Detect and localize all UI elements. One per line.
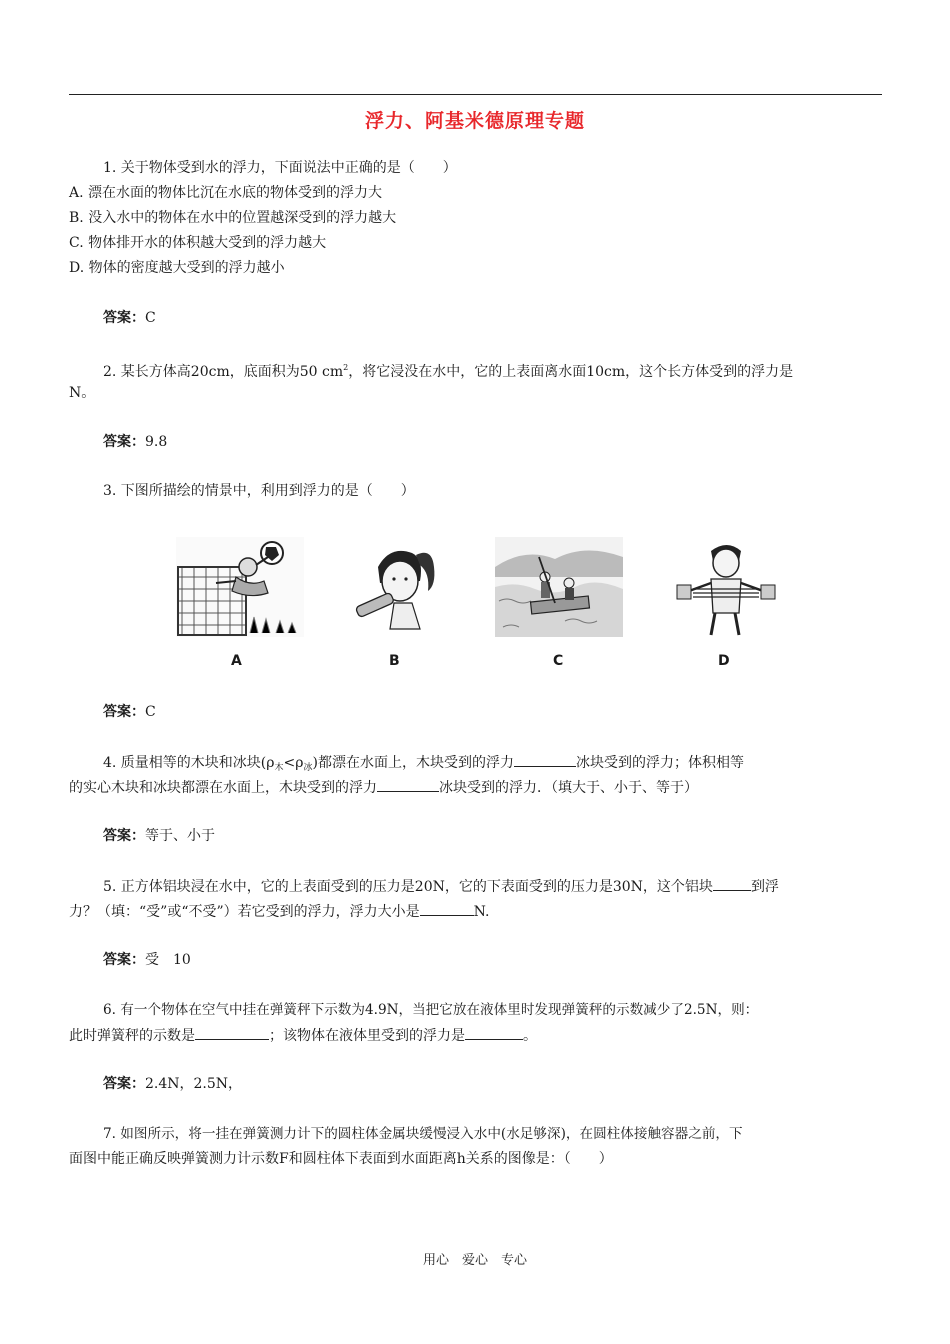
q4-blank-1[interactable] [514, 752, 576, 767]
q4-subscript: 木 [274, 763, 284, 773]
q7-line2: 面图中能正确反映弹簧测力计示数F和圆柱体下表面到水面距离h关系的图像是：（ ） [69, 1151, 613, 1167]
q4-text: 4. 质量相等的木块和冰块(ρ [103, 755, 275, 771]
q1-option-a: A. 漂在水面的物体比沉在水底的物体受到的浮力大 [69, 185, 383, 201]
q5-line1 [103, 876, 779, 897]
answer-label: 答案： [103, 704, 145, 720]
q4-text: )都漂在水面上，木块受到的浮力 [312, 755, 514, 771]
q5-text: 力？（填：“受”或“不受”）若它受到的浮力，浮力大小是 [69, 904, 420, 920]
q2-stem-end: N。 [69, 385, 96, 401]
q2-answer [103, 432, 167, 452]
answer-label: 答案： [103, 310, 145, 326]
caption-a: A [231, 653, 242, 669]
q1-answer [103, 308, 156, 328]
q2-stem-part: 2. 某长方体高20cm，底面积为50 cm [103, 364, 344, 380]
q6-blank-1[interactable] [195, 1025, 269, 1040]
q5-text: 5. 正方体铝块浸在水中，它的上表面受到的压力是20N，它的下表面受到的压力是30N，这个铝块 [103, 879, 713, 895]
caption-b: B [389, 653, 400, 669]
q2-stem [103, 358, 793, 382]
q4-text: <ρ [283, 755, 304, 771]
q1-option-d: D. 物体的密度越大受到的浮力越小 [69, 260, 285, 276]
caption-d: D [718, 653, 730, 669]
q6-text: ；该物体在液体里受到的浮力是 [269, 1028, 465, 1044]
q6-answer [103, 1074, 242, 1094]
answer-label: 答案： [103, 952, 145, 968]
answer-value: 受 10 [145, 952, 191, 968]
scene-b-drinking-image [350, 537, 450, 637]
page-footer: 用心 爱心 专心 [422, 1253, 527, 1268]
q1-option-c: C. 物体排开水的体积越大受到的浮力越大 [69, 235, 327, 251]
answer-value: C [145, 310, 156, 326]
q6-text: 此时弹簧秤的示数是 [69, 1028, 195, 1044]
q2-stem-part: ，将它浸没在水中，它的上表面离水面10cm，这个长方体受到的浮力是 [348, 364, 794, 380]
q4-answer [103, 826, 215, 846]
q4-line1 [103, 752, 744, 778]
q6-blank-2[interactable] [465, 1025, 523, 1040]
answer-value: 9.8 [145, 434, 168, 450]
header-rule [69, 94, 882, 95]
scene-a-climbing-image [176, 537, 304, 637]
q3-stem: 3. 下图所描绘的情景中，利用到浮力的是（ ） [103, 483, 415, 499]
q5-blank-1[interactable] [713, 876, 751, 891]
q3-answer [103, 702, 156, 722]
answer-label: 答案： [103, 434, 145, 450]
q5-text: 到浮 [750, 879, 779, 895]
q2-superscript: 2 [343, 363, 349, 372]
q5-answer [103, 950, 191, 970]
q5-text: N. [473, 904, 490, 920]
answer-value: C [145, 704, 156, 720]
answer-label: 答案： [103, 1076, 145, 1092]
q5-blank-2[interactable] [420, 901, 474, 916]
q5-line2 [69, 901, 489, 922]
q1-stem: 1. 关于物体受到水的浮力，下面说法中正确的是（ ） [103, 160, 457, 176]
scene-c-raft-image [495, 537, 623, 637]
q1-option-b: B. 没入水中的物体在水中的位置越深受到的浮力越大 [69, 210, 397, 226]
caption-c: C [553, 653, 564, 669]
q4-text: 的实心木块和冰块都漂在水面上，木块受到的浮力 [69, 780, 377, 796]
q4-subscript: 冰 [303, 763, 313, 773]
q6-text: 。 [523, 1028, 537, 1044]
q7-line1: 7. 如图所示，将一挂在弹簧测力计下的圆柱体金属块缓慢浸入水中(水足够深)，在圆柱体接触容器之前，下 [103, 1126, 743, 1142]
q6-line1: 6. 有一个物体在空气中挂在弹簧秤下示数为4.9N，当把它放在液体里时发现弹簧秤的示数减少了2.5N，则： [103, 1002, 759, 1018]
scene-d-stretching-image [665, 537, 789, 637]
q4-blank-2[interactable] [377, 777, 439, 792]
answer-value: 2.4N，2.5N， [145, 1076, 243, 1092]
q6-line2 [69, 1025, 537, 1046]
answer-label: 答案： [103, 828, 145, 844]
q4-text: 冰块受到的浮力；体积相等 [575, 755, 744, 771]
page-title: 浮力、阿基米德原理专题 [364, 110, 585, 132]
q4-line2 [69, 777, 698, 798]
answer-value: 等于、小于 [145, 828, 215, 844]
q4-text: 冰块受到的浮力．（填大于、小于、等于） [439, 780, 698, 796]
